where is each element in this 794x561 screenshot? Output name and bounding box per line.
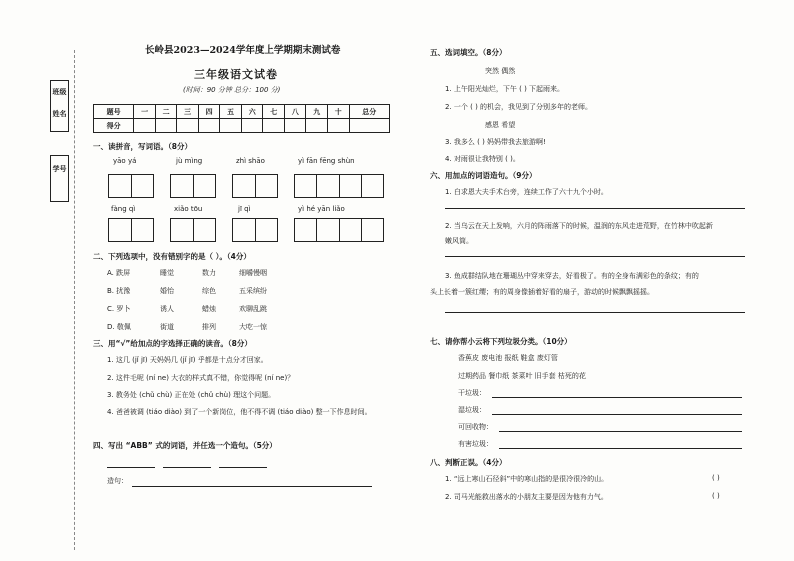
q1-pinyin: xiǎo tōu [174, 205, 203, 213]
q5-heading: 五、选词填空。（8分） [430, 48, 507, 57]
q1-answer-grid[interactable] [108, 174, 154, 198]
q2-heading: 二、下列选项中，没有错别字的是（ ）。（4分） [93, 252, 251, 261]
score-table [93, 104, 390, 133]
score-cell: 得分 [94, 119, 134, 133]
score-cell: 九 [306, 105, 328, 119]
q7-answer-line[interactable] [492, 397, 742, 398]
score-input-cell[interactable] [241, 119, 263, 133]
q1-answer-grid[interactable] [108, 218, 154, 242]
q7-category-label: 干垃圾： [458, 389, 486, 397]
q5-word-choices: 突然 偶然 [485, 67, 516, 75]
q1-answer-grid[interactable] [170, 218, 216, 242]
q7-answer-line[interactable] [499, 448, 742, 449]
q5-line: 4. 对雨很让我特别 ( )。 [445, 155, 520, 163]
q6-answer-line[interactable] [445, 208, 745, 209]
q2-word: 睡觉 [160, 269, 174, 277]
score-table-header-row [94, 105, 390, 119]
q2-word: 五采缤纷 [239, 287, 267, 295]
q2-word: 细嚼慢咽 [239, 269, 267, 277]
score-cell: 二 [155, 105, 177, 119]
exam-meta: (时间：90 分钟 总分：100 分) [183, 86, 281, 94]
q1-pinyin: jù mìng [176, 157, 203, 165]
q1-pinyin: yì hé yān liǎo [298, 205, 345, 213]
q4-sentence-label: 造句： [107, 477, 128, 485]
score-cell: 四 [198, 105, 220, 119]
q5-line: 1. 上午阳光灿烂，下午 ( ) 下起雨来。 [445, 85, 565, 93]
q6-heading: 六、用加点的词语造句。（9分） [430, 171, 537, 180]
q2-word: 综色 [202, 287, 216, 295]
score-input-cell[interactable] [306, 119, 328, 133]
q6-answer-line[interactable] [445, 312, 745, 313]
score-input-cell[interactable] [134, 119, 156, 133]
score-input-cell[interactable] [177, 119, 199, 133]
q8-answer-paren[interactable]: ( ) [712, 474, 720, 482]
q2-option: C. 罗卜 [107, 305, 131, 313]
q3-line: 1. 这几 (jǐ jī) 天妈妈几 (jǐ jī) 乎都是十点分才回家。 [107, 356, 268, 364]
q8-line: 1. “远上寒山石径斜”中的寒山指的是很冷很冷的山。 [445, 475, 609, 483]
q2-word: 街道 [160, 323, 174, 331]
fold-line [74, 50, 75, 550]
q7-answer-line[interactable] [492, 414, 742, 415]
q3-heading: 三、用“√”给加点的字选择正确的读音。（8分） [93, 339, 252, 348]
q4-heading: 四、写出 “ABB” 式的词语，并任选一个造句。（5分） [93, 441, 277, 450]
score-cell: 五 [220, 105, 242, 119]
q7-items: 香蕉皮 废电池 报纸 鞋盒 废灯管 [458, 354, 558, 362]
q1-pinyin: yāo yá [113, 157, 137, 165]
score-cell: 七 [263, 105, 285, 119]
q1-pinyin: zhì shāo [236, 157, 265, 165]
q7-category-label: 可回收物： [458, 423, 493, 431]
q2-option: A. 跌屏 [107, 269, 131, 277]
exam-subtitle: 三年级语文试卷 [194, 68, 278, 81]
q4-answer-line[interactable] [107, 467, 155, 468]
side-id-label: 学号 [52, 165, 67, 173]
q4-answer-line[interactable] [163, 467, 211, 468]
score-input-cell[interactable] [284, 119, 306, 133]
side-class-label: 班级 [52, 88, 67, 96]
q3-line: 3. 教务处 (chǔ chù) 正在处 (chǔ chù) 理这个问题。 [107, 391, 276, 399]
score-cell: 十 [328, 105, 350, 119]
score-input-cell[interactable] [263, 119, 285, 133]
q6-answer-line[interactable] [445, 256, 745, 257]
q2-word: 蜡烛 [202, 305, 216, 313]
score-cell: 三 [177, 105, 199, 119]
q2-word: 数力 [202, 269, 216, 277]
q6-line: 嫩风筒。 [445, 237, 473, 245]
q6-line: 2. 当乌云在天上发响，六月的阵雨落下的时候，温润的东风走进荒野，在竹林中吹起新 [445, 222, 713, 230]
q2-word: 排列 [202, 323, 216, 331]
score-cell: 题号 [94, 105, 134, 119]
side-info-box-bottom [50, 155, 69, 202]
side-name-label: 姓名 [52, 110, 67, 118]
q2-word: 诱人 [160, 305, 174, 313]
q5-line: 2. 一个 ( ) 的机会，我见到了分别多年的老师。 [445, 103, 593, 111]
q1-answer-grid[interactable] [170, 174, 216, 198]
q1-answer-grid[interactable] [232, 174, 278, 198]
q8-answer-paren[interactable]: ( ) [712, 492, 720, 500]
q7-category-label: 有害垃圾： [458, 440, 493, 448]
score-input-cell[interactable] [220, 119, 242, 133]
q1-answer-grid[interactable] [294, 174, 384, 198]
q6-line: 3. 鱼成群结队地在珊瑚丛中穿来穿去，好看极了。有的全身布满彩色的条纹；有的 [445, 272, 699, 280]
score-cell: 六 [241, 105, 263, 119]
q2-word: 婚怡 [160, 287, 174, 295]
score-cell: 一 [134, 105, 156, 119]
q1-pinyin: jī qì [238, 205, 251, 213]
q3-line: 2. 这件毛呢 (ní ne) 大衣的样式真不错，你觉得呢 (ní ne)？ [107, 374, 295, 382]
q5-word-choices: 感恩 希望 [485, 121, 516, 129]
q1-pinyin: fàng qì [111, 205, 136, 213]
score-input-cell[interactable] [155, 119, 177, 133]
q1-heading: 一、读拼音，写词语。（8分） [93, 142, 192, 151]
q2-option: B. 扰豫 [107, 287, 131, 295]
q7-heading: 七、请你帮小云将下列垃圾分类。（10分） [430, 337, 572, 346]
exam-title: 长岭县2023—2024学年度上学期期末测试卷 [145, 45, 341, 56]
q8-line: 2. 司马光能救出落水的小朋友主要是因为他有力气。 [445, 493, 608, 501]
q1-pinyin: yì fān fēng shùn [298, 157, 355, 165]
score-input-cell[interactable] [328, 119, 350, 133]
score-table-score-row [94, 119, 390, 133]
q2-word: 欢聊乱跳 [239, 305, 267, 313]
score-input-cell[interactable] [349, 119, 389, 133]
q2-option: D. 敬佩 [107, 323, 131, 331]
q4-answer-line[interactable] [219, 467, 267, 468]
q7-category-label: 湿垃圾： [458, 406, 486, 414]
q4-sentence-line[interactable] [132, 486, 372, 487]
q7-items: 过期药品 餐巾纸 茶菜叶 旧手套 枯死的花 [458, 372, 586, 380]
q5-line: 3. 我多么 ( ) 妈妈带我去旅游啊! [445, 138, 546, 146]
q1-answer-grid[interactable] [294, 218, 384, 242]
q6-line: 1. 白求恩大夫手术台旁，连续工作了六十九个小时。 [445, 188, 608, 196]
score-cell: 八 [284, 105, 306, 119]
score-input-cell[interactable] [198, 119, 220, 133]
q3-line: 4. 爸爸被调 (tiáo diào) 到了一个新岗位，他不得不调 (tiáo diào) 整一下作息时间。 [107, 408, 372, 416]
q2-word: 大吃一惊 [239, 323, 267, 331]
q7-answer-line[interactable] [499, 431, 742, 432]
q8-heading: 八、判断正误。（4分） [430, 458, 507, 467]
q6-line: 头上长着一簇红缨；有的周身像插着好看的扇子，游动的时候飘飘摇摇。 [430, 288, 654, 296]
score-cell: 总分 [349, 105, 389, 119]
q1-answer-grid[interactable] [232, 218, 278, 242]
